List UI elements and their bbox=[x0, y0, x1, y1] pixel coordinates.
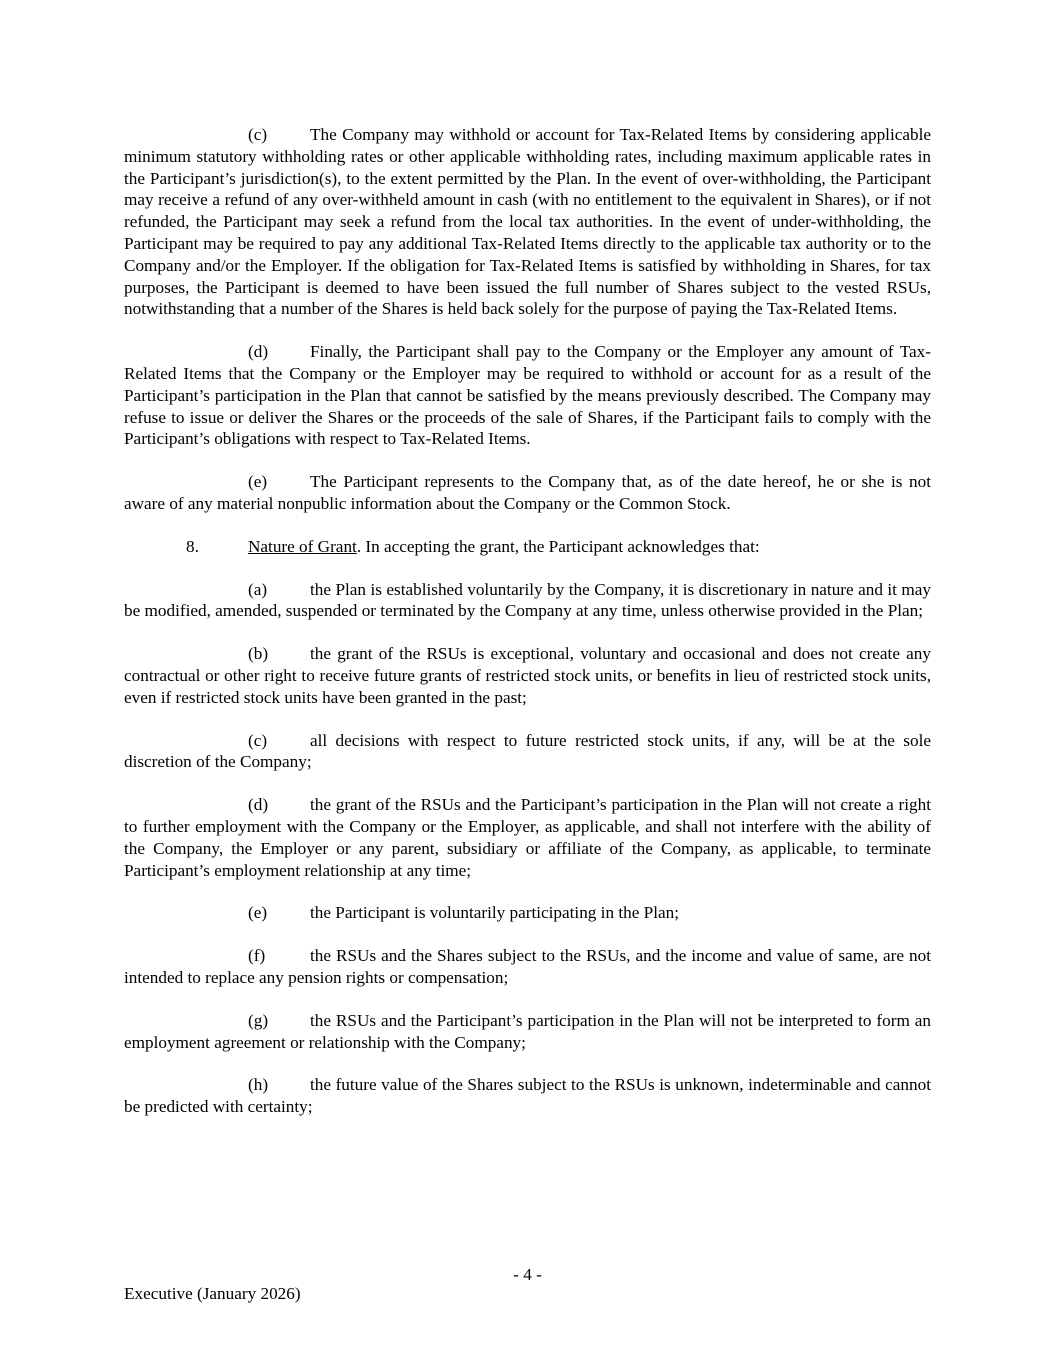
list-item-marker: (g) bbox=[248, 1010, 269, 1030]
section-number: 8. bbox=[186, 536, 199, 556]
list-item-marker: (h) bbox=[248, 1075, 269, 1095]
footer-label: Executive (January 2026) bbox=[124, 1284, 301, 1303]
list-item-text: the grant of the RSUs is exceptional, voluntary and occasional and does not create any contractual or other right to receive future grants of restricted stock units, or benefits in lieu of restricted stock units, even if restricted stock units have been granted in the past; bbox=[124, 644, 931, 707]
list-item-text: the RSUs and the Shares subject to the RSUs, and the income and value of same, are not intended to replace any pension rights or compensation; bbox=[124, 946, 931, 987]
document-body bbox=[124, 124, 931, 1139]
paragraph-tax-e bbox=[124, 471, 931, 515]
paragraph-tax-d bbox=[124, 341, 931, 450]
list-item-marker: (c) bbox=[248, 730, 268, 750]
list-item bbox=[124, 902, 931, 924]
list-item-marker: (a) bbox=[248, 579, 268, 599]
list-item bbox=[124, 730, 931, 774]
list-item bbox=[124, 579, 931, 623]
list-item-text: all decisions with respect to future restricted stock units, if any, will be at the sole discretion of the Company; bbox=[124, 730, 931, 772]
list-item bbox=[124, 1010, 931, 1054]
list-item-marker: (f) bbox=[248, 946, 266, 966]
section-heading-line bbox=[124, 536, 931, 558]
list-item-marker: (e) bbox=[248, 903, 268, 923]
section-heading: Nature of Grant bbox=[248, 536, 357, 556]
list-item-text: the grant of the RSUs and the Participant’s participation in the Plan will not create a right to further employment with the Company or the Employer, as applicable, and shall not interfere with the ability of the Company, the Employer or any parent, subsidiary or affiliate of the Company, as applicable, to terminate Participant’s employment relationship at any time; bbox=[124, 795, 931, 880]
list-item-text: the Participant is voluntarily participating in the Plan; bbox=[310, 903, 679, 923]
list-item bbox=[124, 643, 931, 708]
paragraph-text: Finally, the Participant shall pay to the Company or the Employer any amount of Tax-Related Items that the Company or the Employer may be required to withhold or account for as a result of the Participant’s participation in the Plan that cannot be satisfied by the means previously described. The Company may refuse to issue or deliver the Shares or the proceeds of the sale of Shares, if the Participant fails to comply with the Participant’s obligations with respect to Tax-Related Items. bbox=[124, 342, 931, 449]
paragraph-marker: (d) bbox=[248, 342, 269, 362]
paragraph-text: The Company may withhold or account for Tax-Related Items by considering applicable minimum statutory withholding rates or other applicable withholding rates, including maximum applicable rates in the Participant’s jurisdiction(s), to the extent permitted by the Plan. In the event of over-withholding, the Participant may receive a refund of any over-withheld amount in cash (with no entitlement to the equivalent in Shares), or if not refunded, the Participant may seek a refund from the local tax authorities. In the event of under-withholding, the Participant may be required to pay any additional Tax-Related Items directly to the applicable tax authority or to the Company and/or the Employer. If the obligation for Tax-Related Items is satisfied by withholding in Shares, for tax purposes, the Participant is deemed to have been issued the full number of Shares subject to the vested RSUs, notwithstanding that a number of the Shares is held back solely for the purpose of paying the Tax-Related Items. bbox=[124, 125, 931, 319]
list-item bbox=[124, 794, 931, 881]
list-item-marker: (d) bbox=[248, 795, 269, 815]
list-item bbox=[124, 945, 931, 989]
paragraph-marker: (e) bbox=[248, 472, 268, 492]
list-item-text: the Plan is established voluntarily by the Company, it is discretionary in nature and it may be modified, amended, suspended or terminated by the Company at any time, unless otherwise provided in the Plan; bbox=[124, 579, 931, 621]
list-item bbox=[124, 1074, 931, 1118]
list-item-marker: (b) bbox=[248, 644, 269, 664]
section-intro: . In accepting the grant, the Participant acknowledges that: bbox=[356, 536, 760, 556]
list-item-text: the RSUs and the Participant’s participation in the Plan will not be interpreted to form an employment agreement or relationship with the Company; bbox=[124, 1010, 931, 1052]
paragraph-marker: (c) bbox=[248, 125, 268, 144]
list-item-text: the future value of the Shares subject to the RSUs is unknown, indeterminable and cannot be predicted with certainty; bbox=[124, 1075, 931, 1117]
page-number: - 4 - bbox=[513, 1265, 542, 1284]
paragraph-text: The Participant represents to the Company that, as of the date hereof, he or she is not aware of any material nonpublic information about the Company or the Common Stock. bbox=[124, 472, 931, 513]
paragraph-tax-c bbox=[124, 124, 931, 320]
